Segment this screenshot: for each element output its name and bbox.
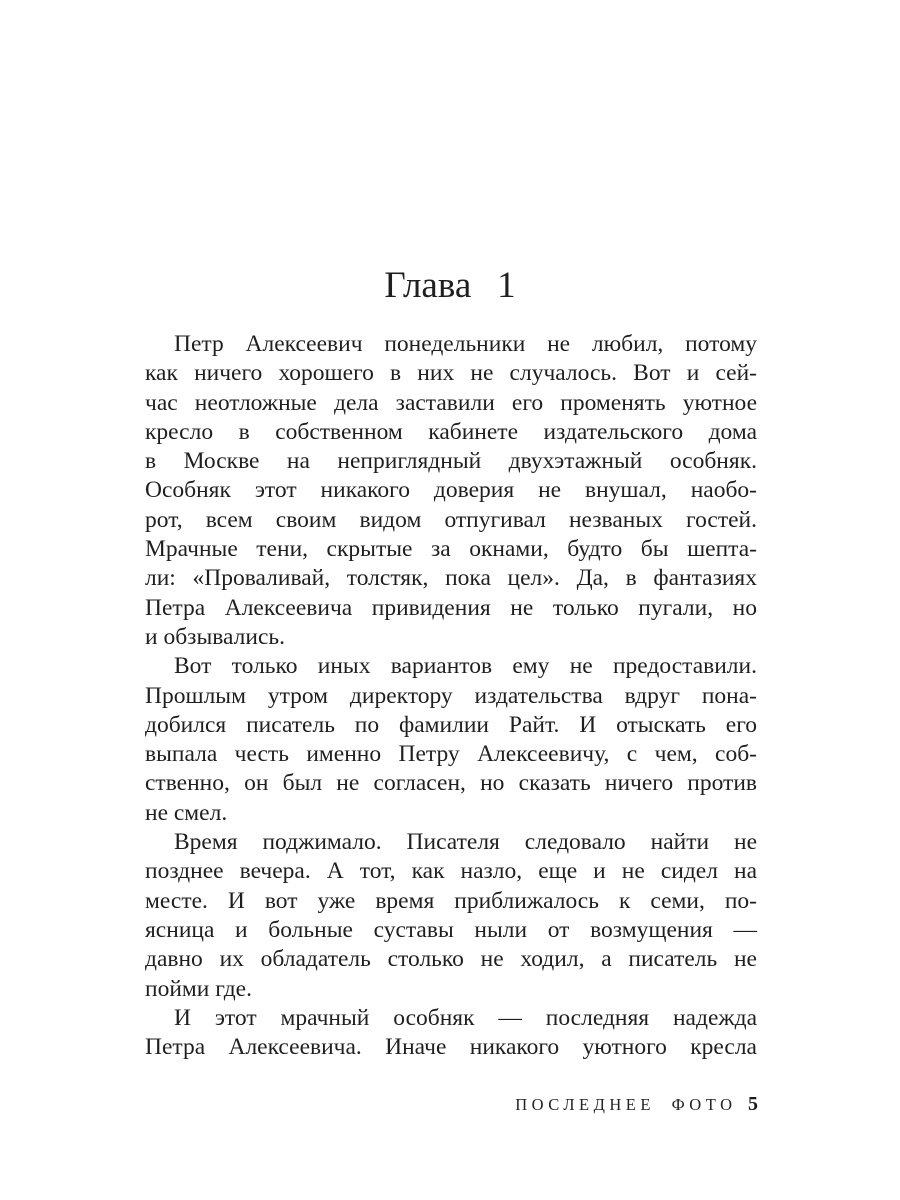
chapter-heading: Глава 1	[384, 265, 516, 306]
text-line: и обзывались.	[145, 623, 285, 650]
text-line: Мрачные тени, скрытые за окнами, будто бы шепта-	[145, 536, 757, 563]
text-line: Особняк этот никакого доверия не внушал, наобо-	[145, 477, 757, 504]
text-line: Петра Алексеевича. Иначе никакого уютного кресла	[145, 1034, 757, 1061]
text-line: ственно, он был не согласен, но сказать ничего против	[145, 770, 757, 797]
text-line: Вот только иных вариантов ему не предоставили.	[174, 653, 757, 680]
text-line: ли: «Проваливай, толстяк, пока цел». Да, в фантазиях	[145, 565, 757, 592]
text-line: рот, всем своим видом отпугивал незваных гостей.	[145, 506, 757, 533]
text-line: Прошлым утром директору издательства вдруг пона-	[145, 682, 757, 709]
text-line: не смел.	[145, 799, 228, 826]
text-line: Петр Алексеевич понедельники не любил, потому	[174, 331, 757, 357]
text-line: в Москве на неприглядный двухэтажный особняк.	[145, 448, 757, 475]
text-line: месте. И вот уже время приближалось к семи, по-	[145, 887, 757, 914]
text-line: как ничего хорошего в них не случалось. Вот и сей-	[145, 360, 757, 387]
text-line: кресло в собственном кабинете издательского дома	[145, 418, 757, 445]
text-line: пойми где.	[145, 975, 252, 1002]
text-line: И этот мрачный особняк — последняя надежда	[174, 1004, 757, 1031]
text-line: Петра Алексеевича привидения не только пугали, но	[145, 594, 757, 621]
running-title: ПОСЛЕДНЕЕ ФОТО	[515, 1095, 737, 1114]
text-line: час неотложные дела заставили его променять уютное	[145, 389, 757, 416]
text-line: добился писатель по фамилии Райт. И отыскать его	[145, 711, 757, 738]
text-line: Время поджимало. Писателя следовало найти не	[174, 829, 757, 856]
text-line: ясница и больные суставы ныли от возмущения —	[145, 916, 757, 943]
page-footer	[145, 1093, 758, 1116]
text-line: давно их обладатель столько не ходил, а писатель не	[145, 946, 757, 973]
paragraph	[145, 330, 757, 652]
paragraph	[145, 652, 757, 828]
text-line: выпала честь именно Петру Алексеевичу, с чем, соб-	[145, 741, 757, 768]
paragraph	[145, 828, 757, 1004]
text-line: позднее вечера. А тот, как назло, еще и не сидел на	[145, 858, 757, 885]
page-number: 5	[748, 1093, 758, 1115]
body-text	[145, 330, 757, 1062]
paragraph	[145, 1004, 757, 1063]
